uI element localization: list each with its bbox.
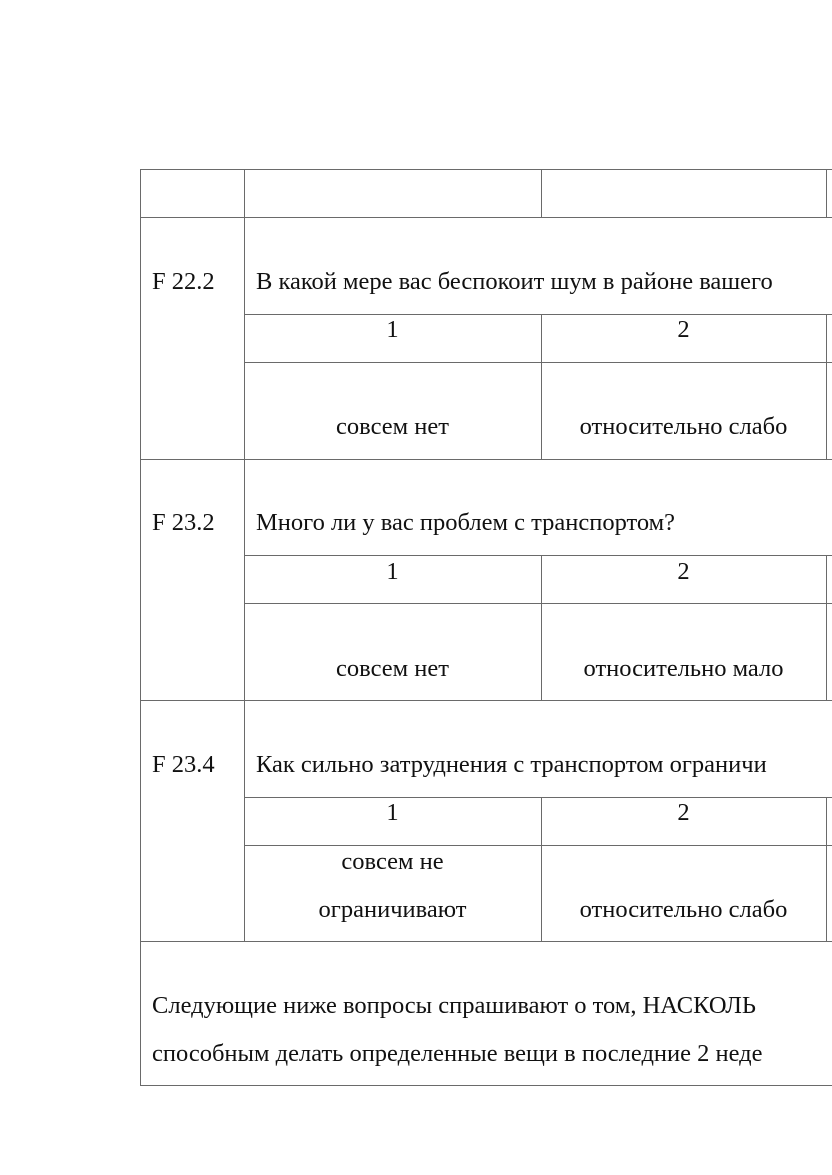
table-rule [826, 797, 827, 941]
instruction-text: способным делать определенные вещи в последние 2 неде [152, 1040, 763, 1067]
answer-label: совсем нет [336, 655, 449, 682]
table-rule [140, 169, 141, 1086]
table-rule [826, 555, 827, 700]
scale-number: 2 [677, 316, 690, 343]
question-text: Много ли у вас проблем с транспортом? [256, 509, 676, 536]
scale-number: 2 [677, 799, 690, 826]
answer-label: относительно мало [583, 655, 784, 682]
table-rule [244, 362, 832, 363]
answer-label: ограничивают [318, 896, 467, 923]
question-text: В какой мере вас беспокоит шум в районе вашего [256, 268, 773, 295]
question-code: F 22.2 [152, 268, 215, 295]
scale-number: 1 [386, 316, 399, 343]
table-rule [541, 169, 542, 217]
question-code: F 23.2 [152, 509, 215, 536]
instruction-text: Следующие ниже вопросы спрашивают о том, НАСКОЛЬ [152, 992, 756, 1019]
table-rule [826, 314, 827, 459]
table-rule [826, 169, 827, 217]
scale-number: 2 [677, 558, 690, 585]
question-code: F 23.4 [152, 751, 215, 778]
answer-label: относительно слабо [579, 413, 788, 440]
question-text: Как сильно затруднения с транспортом ограничи [256, 751, 767, 778]
answer-label: совсем нет [336, 413, 449, 440]
answer-label: совсем не [341, 848, 444, 875]
scale-number: 1 [386, 799, 399, 826]
scale-number: 1 [386, 558, 399, 585]
table-rule [140, 1085, 832, 1086]
answer-label: относительно слабо [579, 896, 788, 923]
table-rule [244, 603, 832, 604]
